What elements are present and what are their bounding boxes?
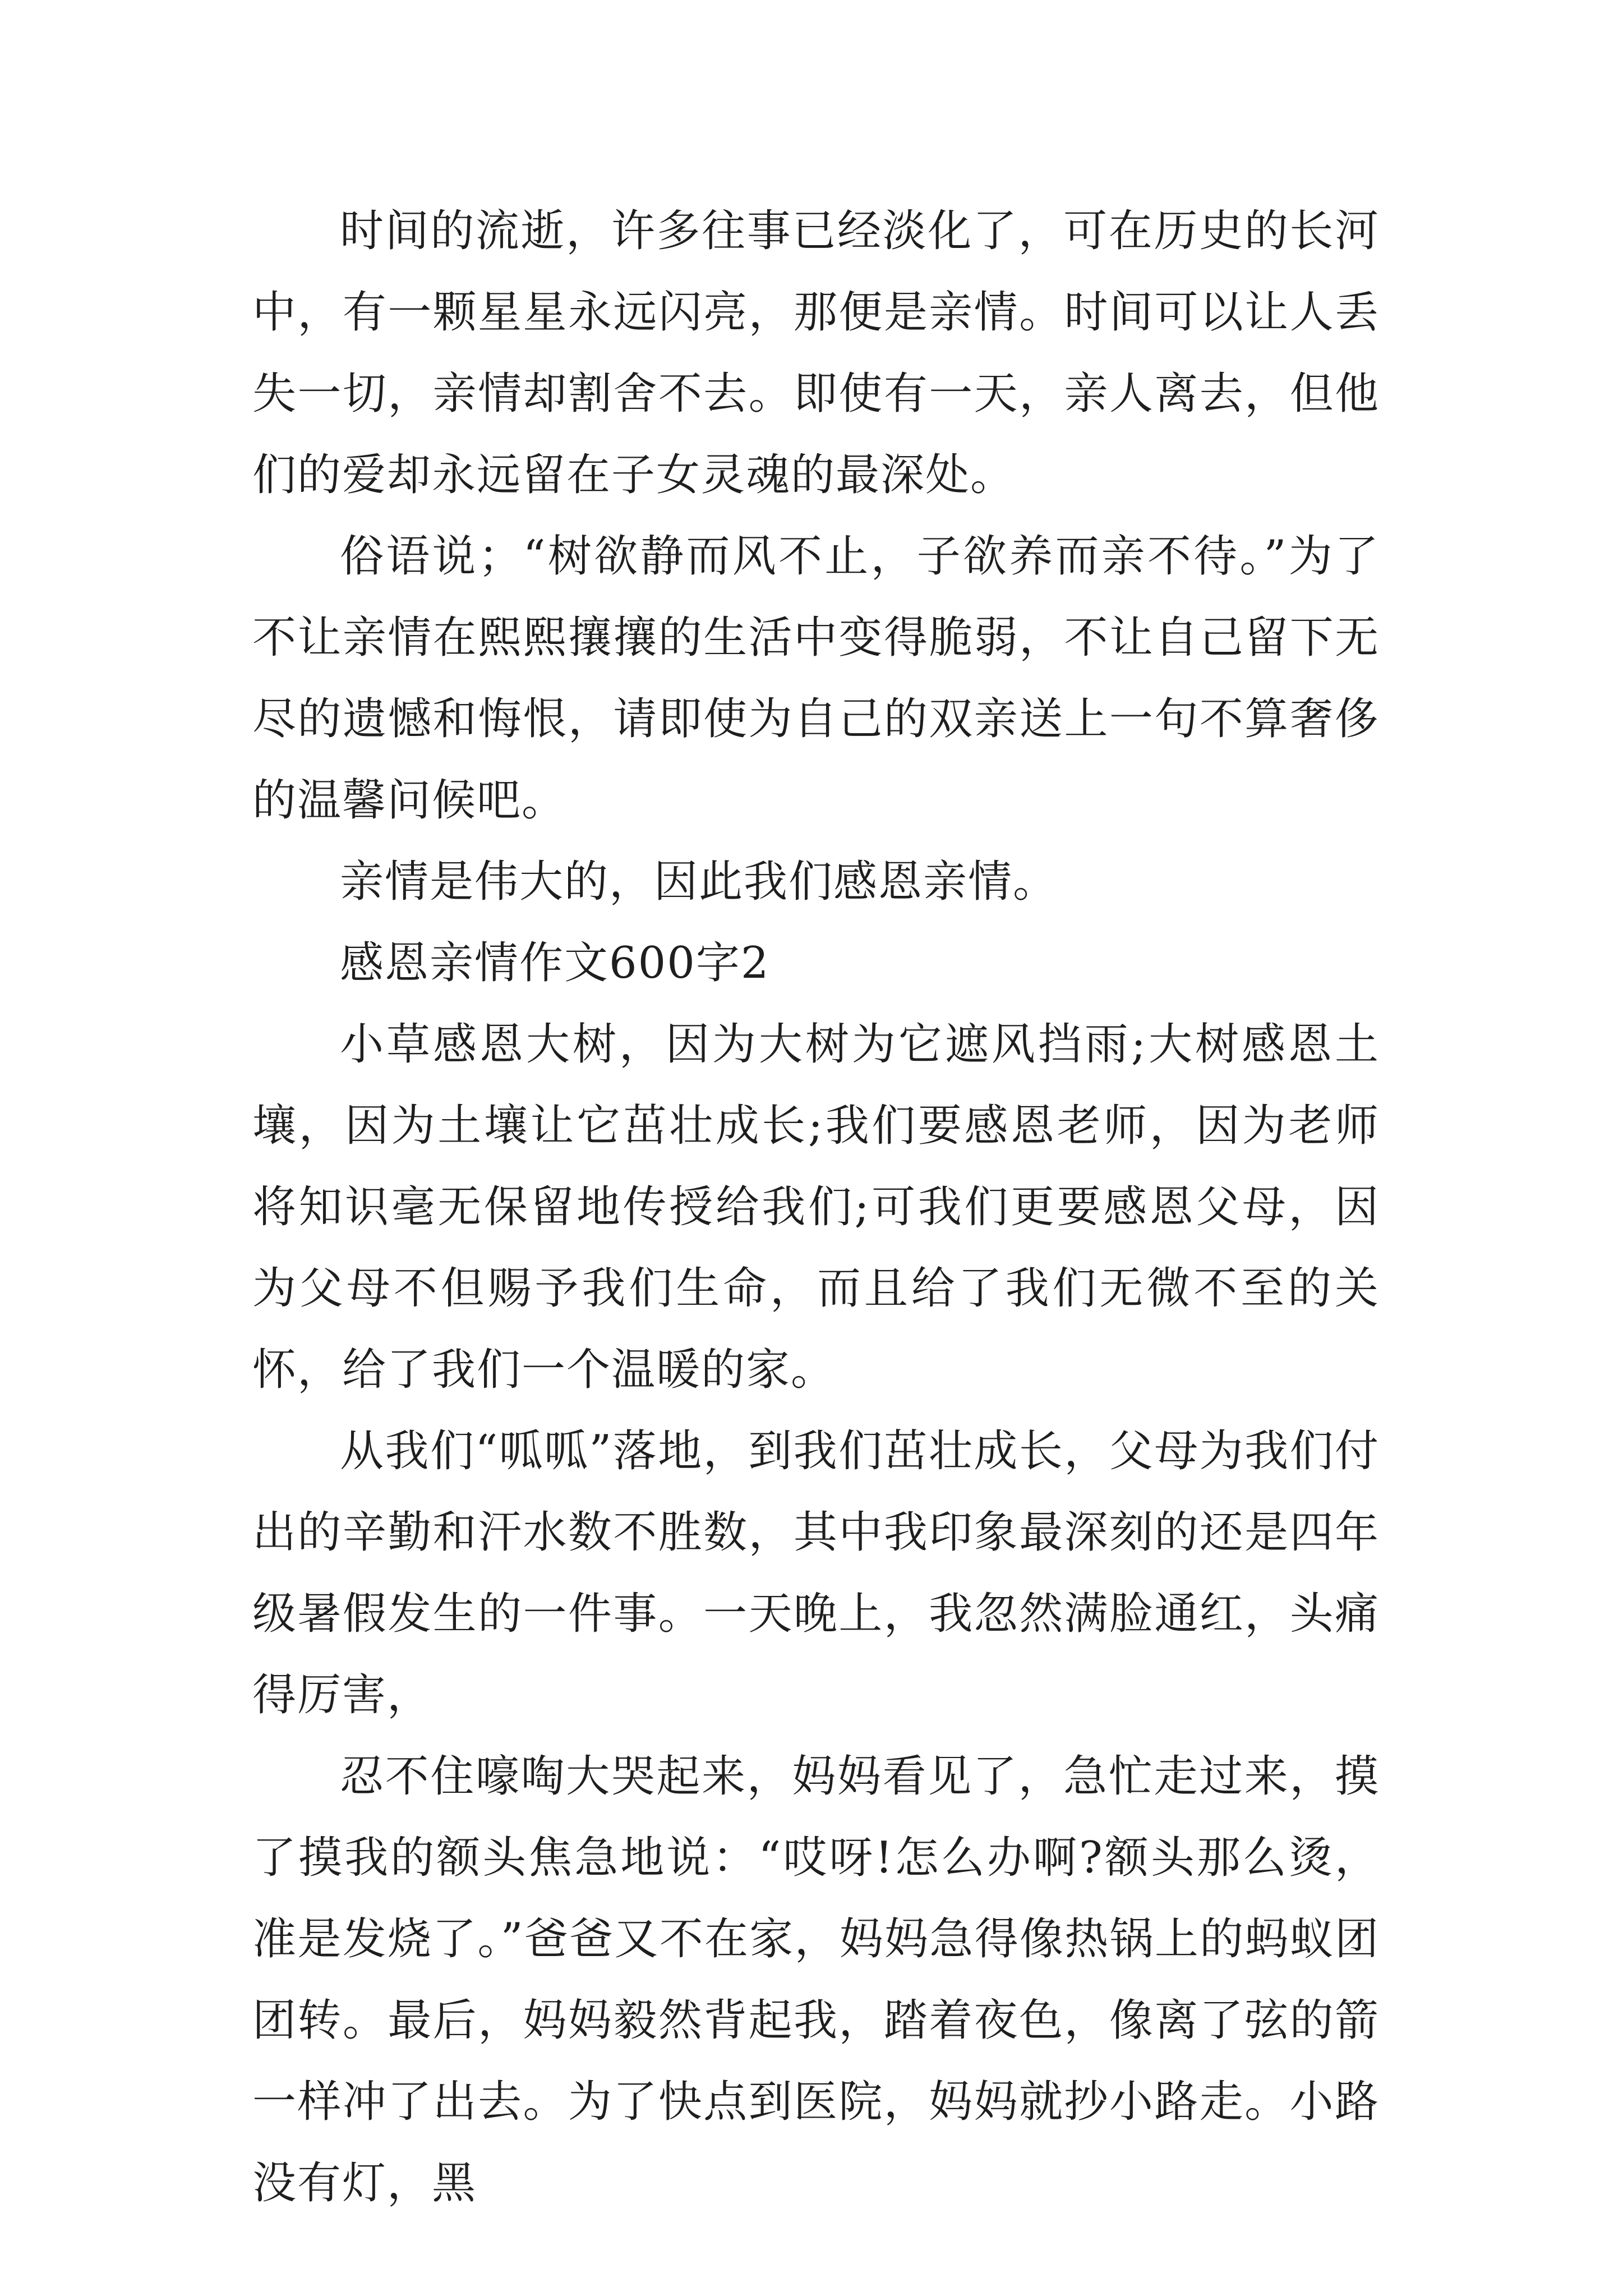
paragraph-4: 小草感恩大树，因为大树为它遮风挡雨;大树感恩土壤，因为土壤让它茁壮成长;我们要感恩老师，因为老师将知识毫无保留地传授给我们;可我们更要感恩父母，因为父母不但赐予我们生命，而且给了我们无微不至的关怀，给了我们一个温暖的家。 — [252, 1019, 1380, 1395]
section-heading: 感恩亲情作文600字2 — [340, 938, 770, 988]
paragraph-6: 忍不住嚎啕大哭起来，妈妈看见了，急忙走过来，摸了摸我的额头焦急地说：“哎呀!怎么办啊?额头那么烫，准是发烧了。”爸爸又不在家，妈妈急得像热锅上的蚂蚁团团转。最后，妈妈毅然背起我，踏着夜色，像离了弦的箭一样冲了出去。为了快点到医院，妈妈就抄小路走。小路没有灯，黑 — [252, 1751, 1380, 2208]
document-body — [252, 191, 1380, 2224]
paragraph-2: 俗语说；“树欲静而风不止，子欲养而亲不待。”为了不让亲情在熙熙攘攘的生活中变得脆弱，不让自己留下无尽的遗憾和悔恨，请即使为自己的双亲送上一句不算奢侈的温馨问候吧。 — [252, 531, 1380, 826]
paragraph-1: 时间的流逝，许多往事已经淡化了，可在历史的长河中，有一颗星星永远闪亮，那便是亲情。时间可以让人丢失一切，亲情却割舍不去。即使有一天，亲人离去，但他们的爱却永远留在子女灵魂的最深处。 — [252, 206, 1380, 500]
paragraph-5: 从我们“呱呱”落地，到我们茁壮成长，父母为我们付出的辛勤和汗水数不胜数，其中我印象最深刻的还是四年级暑假发生的一件事。一天晚上，我忽然满脸通红，头痛得厉害， — [252, 1426, 1380, 1720]
paragraph-3: 亲情是伟大的，因此我们感恩亲情。 — [340, 857, 1058, 907]
